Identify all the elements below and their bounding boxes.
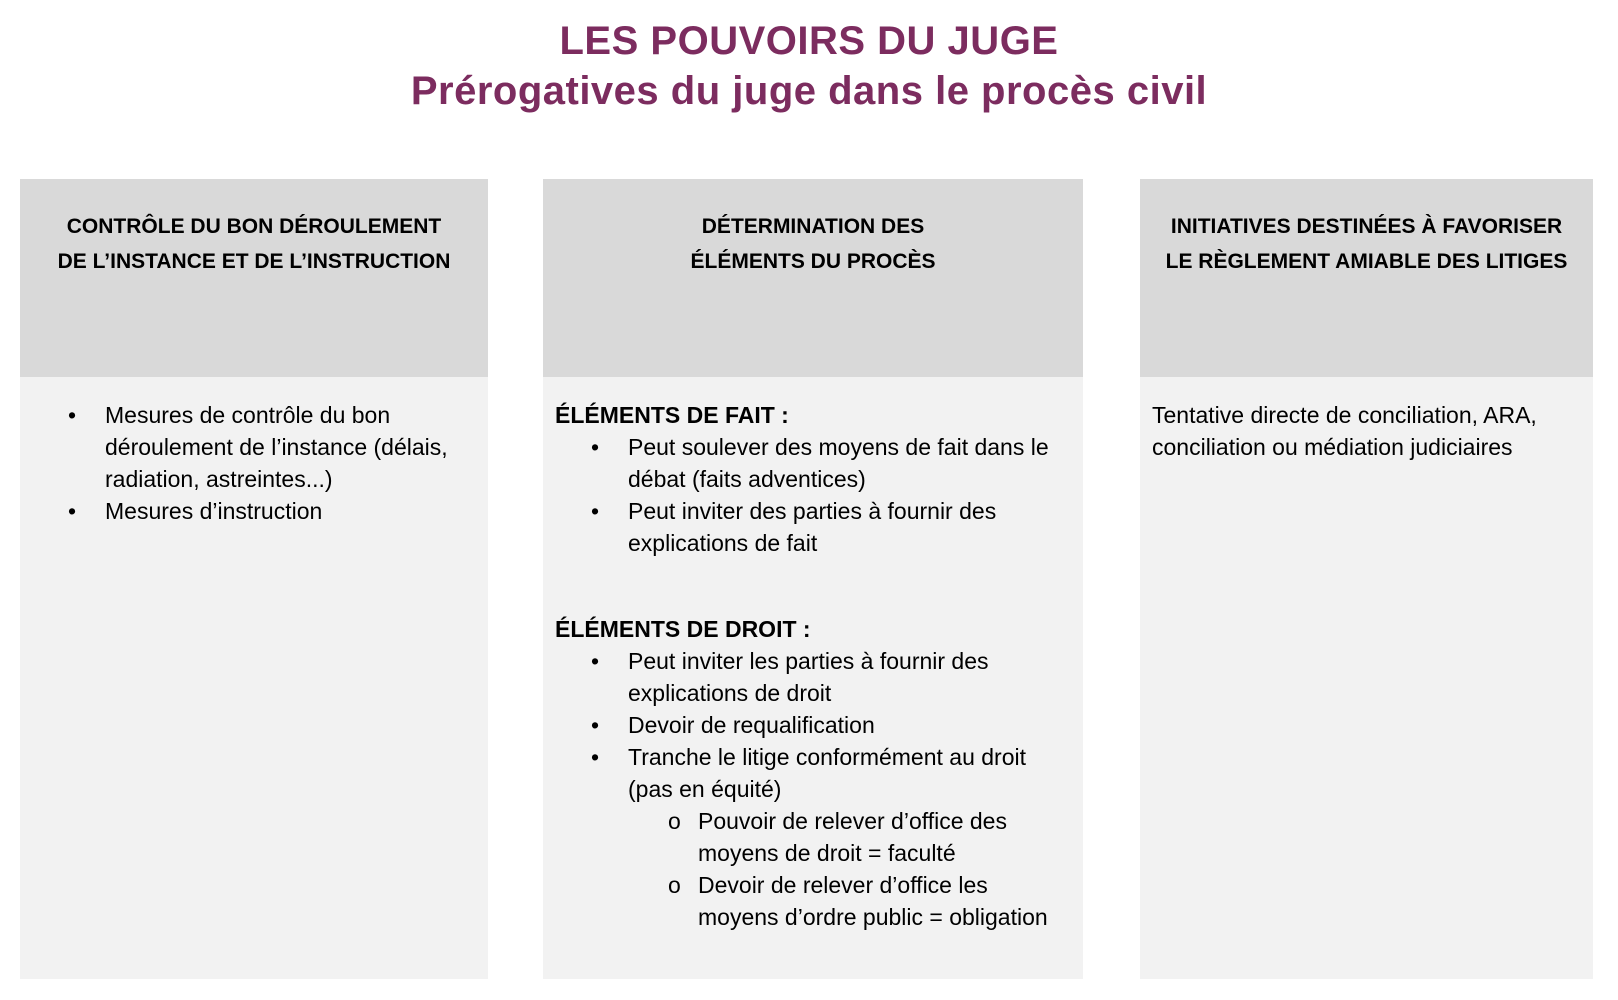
bullet-icon: • <box>591 712 600 738</box>
list-item-text: Peut soulever des moyens de fait dans le débat (faits adventices) <box>628 434 1049 492</box>
column-controle <box>20 179 488 979</box>
column-determination-header-line2: ÉLÉMENTS DU PROCÈS <box>690 250 936 273</box>
list-item <box>543 741 1083 805</box>
bullet-icon: • <box>591 648 600 674</box>
column-initiatives-body <box>1140 377 1593 979</box>
column-initiatives-header-line2: LE RÈGLEMENT AMIABLE DES LITIGES <box>1165 250 1568 273</box>
page-subtitle: Prérogatives du juge dans le procès civil <box>410 69 1208 113</box>
bullet-icon: • <box>591 744 600 770</box>
list-item <box>543 709 1083 741</box>
section-heading-fait: ÉLÉMENTS DE FAIT : <box>555 402 789 428</box>
list-item-text: Mesures d’instruction <box>105 498 323 524</box>
circle-bullet-icon: o <box>668 872 681 898</box>
title-block <box>0 16 1618 116</box>
sub-list-item-text: Devoir de relever d’office les moyens d’ordre public = obligation <box>698 872 1048 930</box>
page-title: LES POUVOIRS DU JUGE <box>559 19 1059 63</box>
list-item-text: Tranche le litige conformément au droit (pas en équité) <box>628 744 1027 802</box>
column-controle-header-line2: DE L’INSTANCE ET DE L’INSTRUCTION <box>57 250 451 273</box>
list-item <box>20 495 488 527</box>
initiatives-text: Tentative directe de conciliation, ARA, conciliation ou médiation judiciaires <box>1152 402 1537 460</box>
list-item-text: Mesures de contrôle du bon déroulement de l’instance (délais, radiation, astreintes...) <box>105 402 448 492</box>
list-item <box>543 431 1083 495</box>
column-initiatives-header-line1: INITIATIVES DESTINÉES À FAVORISER <box>1170 215 1563 238</box>
column-controle-header <box>20 179 488 377</box>
sub-list-item <box>543 869 1083 933</box>
column-determination <box>543 179 1083 979</box>
list-item <box>543 645 1083 709</box>
bullet-icon: • <box>591 434 600 460</box>
circle-bullet-icon: o <box>668 808 681 834</box>
sub-list-item <box>543 805 1083 869</box>
section-heading-droit: ÉLÉMENTS DE DROIT : <box>555 616 811 642</box>
list-item-text: Devoir de requalification <box>628 712 875 738</box>
column-determination-body <box>543 377 1083 979</box>
column-initiatives-header <box>1140 179 1593 377</box>
list-item-text: Peut inviter des parties à fournir des explications de fait <box>628 498 997 556</box>
column-determination-header-line1: DÉTERMINATION DES <box>701 215 925 238</box>
bullet-icon: • <box>68 498 77 524</box>
list-item <box>543 495 1083 559</box>
sub-list-item-text: Pouvoir de relever d’office des moyens de droit = faculté <box>698 808 1007 866</box>
bullet-icon: • <box>591 498 600 524</box>
column-controle-header-line1: CONTRÔLE DU BON DÉROULEMENT <box>66 215 442 238</box>
column-determination-header <box>543 179 1083 377</box>
bullet-icon: • <box>68 402 77 428</box>
list-item <box>20 399 488 495</box>
list-item-text: Peut inviter les parties à fournir des explications de droit <box>628 648 989 706</box>
column-controle-body <box>20 377 488 979</box>
column-initiatives <box>1140 179 1593 979</box>
